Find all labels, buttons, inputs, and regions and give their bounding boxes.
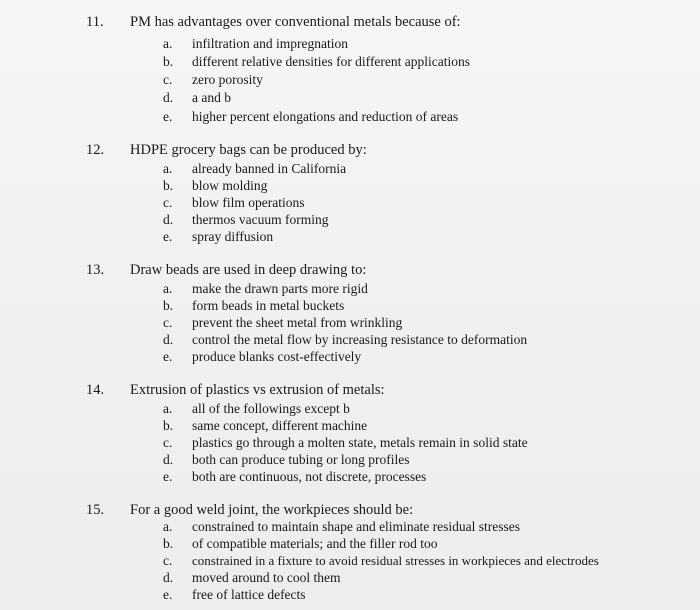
question-number: 11.	[86, 14, 104, 30]
option-text: a and b	[192, 90, 231, 105]
option-text: higher percent elongations and reduction of areas	[192, 109, 459, 124]
option-text: moved around to cool them	[192, 570, 341, 585]
option-text: both can produce tubing or long profiles	[192, 452, 410, 467]
question-number: 15.	[86, 502, 105, 518]
option-letter: b.	[163, 178, 174, 193]
option-letter: e.	[163, 349, 173, 364]
option-letter: d.	[163, 452, 174, 467]
option-text: make the drawn parts more rigid	[192, 281, 368, 296]
option-15c	[0, 552, 700, 570]
option-letter: b.	[163, 536, 174, 551]
option-text: of compatible materials; and the filler rod too	[192, 536, 438, 551]
option-text: control the metal flow by increasing resistance to deformation	[192, 332, 528, 347]
option-15b	[0, 535, 700, 553]
option-letter: c.	[163, 435, 173, 450]
option-text: zero porosity	[192, 72, 263, 87]
option-11b	[0, 53, 700, 71]
question-number: 13.	[86, 262, 105, 278]
question-text: For a good weld joint, the workpieces should be:	[130, 502, 414, 518]
option-11d	[0, 89, 700, 107]
option-letter: c.	[163, 553, 173, 568]
option-letter: a.	[163, 36, 173, 51]
question-text: PM has advantages over conventional metals because of:	[130, 14, 461, 30]
option-letter: c.	[163, 195, 173, 210]
option-text: infiltration and impregnation	[192, 36, 348, 51]
option-13b	[0, 297, 700, 315]
option-text: both are continuous, not discrete, processes	[192, 469, 427, 484]
option-13a	[0, 280, 700, 298]
option-14c	[0, 434, 700, 452]
option-13d	[0, 331, 700, 349]
option-letter: d.	[163, 570, 174, 585]
option-letter: e.	[163, 469, 173, 484]
option-14b	[0, 417, 700, 435]
option-11e	[0, 108, 700, 126]
option-letter: b.	[163, 298, 174, 313]
option-text: thermos vacuum forming	[192, 212, 329, 227]
question-number: 14.	[86, 382, 105, 398]
option-11a	[0, 35, 700, 53]
option-letter: e.	[163, 587, 173, 602]
option-text: free of lattice defects	[192, 587, 306, 602]
question-text: Draw beads are used in deep drawing to:	[130, 262, 367, 278]
option-letter: d.	[163, 90, 174, 105]
option-letter: e.	[163, 229, 173, 244]
option-letter: a.	[163, 161, 173, 176]
option-14a	[0, 400, 700, 418]
option-13e	[0, 348, 700, 366]
option-text: all of the followings except b	[192, 401, 350, 416]
option-12a	[0, 160, 700, 178]
option-letter: a.	[163, 401, 173, 416]
option-14d	[0, 451, 700, 469]
option-15e	[0, 586, 700, 604]
option-letter: d.	[163, 332, 174, 347]
option-14e	[0, 468, 700, 486]
option-text: blow film operations	[192, 195, 305, 210]
option-text: form beads in metal buckets	[192, 298, 345, 313]
option-letter: c.	[163, 72, 173, 87]
option-letter: a.	[163, 519, 173, 534]
option-text: plastics go through a molten state, metals remain in solid state	[192, 435, 528, 450]
option-letter: a.	[163, 281, 173, 296]
option-11c	[0, 71, 700, 89]
option-12e	[0, 228, 700, 246]
option-15d	[0, 569, 700, 587]
option-letter: e.	[163, 109, 173, 124]
question-text: HDPE grocery bags can be produced by:	[130, 142, 367, 158]
option-text: constrained in a fixture to avoid residual stresses in workpieces and electrodes	[192, 553, 599, 568]
option-letter: b.	[163, 54, 174, 69]
option-letter: c.	[163, 315, 173, 330]
option-12b	[0, 177, 700, 195]
option-12c	[0, 194, 700, 212]
option-text: already banned in California	[192, 161, 347, 176]
option-text: different relative densities for different applications	[192, 54, 471, 69]
question-number: 12.	[86, 142, 105, 158]
option-text: same concept, different machine	[192, 418, 368, 433]
option-13c	[0, 314, 700, 332]
option-letter: b.	[163, 418, 174, 433]
option-text: prevent the sheet metal from wrinkling	[192, 315, 403, 330]
option-text: produce blanks cost-effectively	[192, 349, 362, 364]
option-text: constrained to maintain shape and eliminate residual stresses	[192, 519, 521, 534]
option-letter: d.	[163, 212, 174, 227]
option-15a	[0, 518, 700, 536]
question-text: Extrusion of plastics vs extrusion of metals:	[130, 382, 385, 398]
option-12d	[0, 211, 700, 229]
option-text: blow molding	[192, 178, 268, 193]
option-text: spray diffusion	[192, 229, 274, 244]
